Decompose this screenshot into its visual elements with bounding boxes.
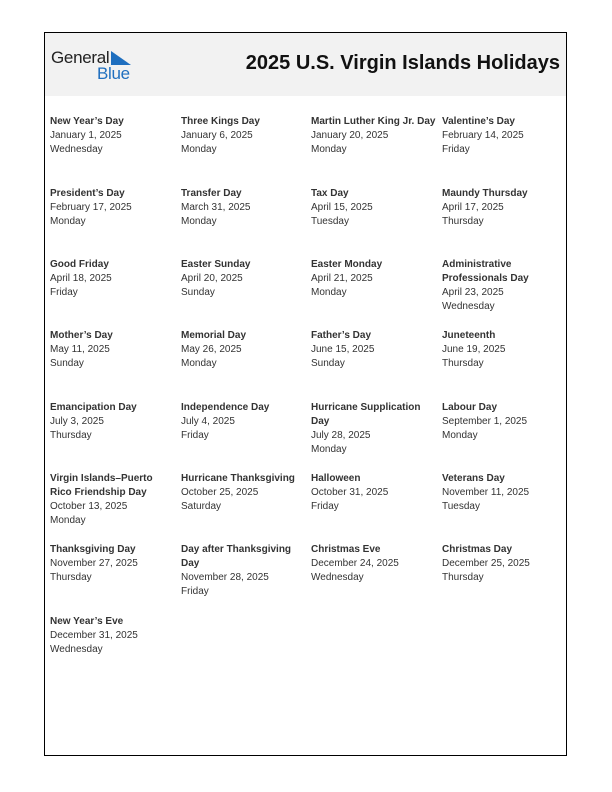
holiday-name: Thanksgiving Day [50,544,136,555]
holiday-weekday: Wednesday [50,644,103,655]
holiday-name: Father’s Day [311,330,372,341]
holiday-date: January 1, 2025 [50,130,122,141]
holiday-weekday: Thursday [442,216,484,227]
holiday-name: Independence Day [181,402,270,413]
holiday-item [442,401,567,443]
holiday-weekday: Monday [311,287,347,298]
holiday-name: Tax Day [311,188,349,199]
holiday-name: Administrative Professionals Day [442,259,529,284]
holiday-item [181,115,306,157]
holiday-weekday: Wednesday [50,144,103,155]
holiday-date: November 28, 2025 [181,572,269,583]
holiday-date: January 6, 2025 [181,130,253,141]
holiday-name: New Year’s Eve [50,616,124,627]
holiday-date: May 11, 2025 [50,344,110,355]
holiday-item [311,187,436,229]
holiday-name: Good Friday [50,259,109,270]
holiday-weekday: Monday [181,216,217,227]
holiday-item [442,115,567,157]
holiday-name: Transfer Day [181,188,242,199]
holiday-weekday: Friday [181,586,209,597]
holiday-weekday: Tuesday [311,216,349,227]
holiday-date: December 25, 2025 [442,558,530,569]
holiday-item [50,115,175,157]
holiday-item [181,258,306,300]
holiday-weekday: Monday [181,358,217,369]
holiday-item [181,329,306,371]
holiday-name: Martin Luther King Jr. Day [311,116,436,127]
holiday-item [311,472,436,514]
holiday-name: Mother’s Day [50,330,113,341]
holiday-item [50,615,175,657]
holiday-date: February 14, 2025 [442,130,524,141]
holiday-item [442,258,567,314]
holiday-item [311,115,436,157]
holiday-item [442,472,567,514]
holiday-item [442,543,567,585]
holiday-weekday: Monday [181,144,217,155]
holiday-name: Christmas Eve [311,544,381,555]
holiday-name: Easter Monday [311,259,383,270]
holiday-weekday: Tuesday [442,501,480,512]
holiday-item [442,187,567,229]
header [45,33,566,96]
holiday-date: April 20, 2025 [181,273,243,284]
holiday-item [181,472,306,514]
holiday-item [442,329,567,371]
holiday-name: Hurricane Supplication Day [311,402,421,427]
holiday-name: President’s Day [50,188,125,199]
brand-logo [51,48,141,84]
holiday-date: September 1, 2025 [442,416,528,427]
holiday-item [181,401,306,443]
logo-flag-icon [111,51,131,65]
holiday-date: May 26, 2025 [181,344,242,355]
holiday-weekday: Sunday [181,287,215,298]
holiday-item [50,187,175,229]
holiday-date: April 17, 2025 [442,202,504,213]
holiday-item [50,472,175,528]
holiday-weekday: Monday [442,430,478,441]
holiday-date: December 24, 2025 [311,558,399,569]
holiday-date: June 15, 2025 [311,344,375,355]
holiday-weekday: Thursday [442,358,484,369]
holiday-date: April 21, 2025 [311,273,373,284]
holiday-item [50,401,175,443]
holiday-item [181,187,306,229]
holiday-date: October 25, 2025 [181,487,259,498]
holiday-date: January 20, 2025 [311,130,389,141]
holiday-item [311,543,436,585]
holiday-weekday: Friday [181,430,209,441]
holiday-name: Day after Thanksgiving Day [181,544,292,569]
holiday-date: July 3, 2025 [50,416,104,427]
holiday-name: Labour Day [442,402,498,413]
page-title: 2025 U.S. Virgin Islands Holidays [245,52,560,74]
holiday-item [311,329,436,371]
holiday-date: November 27, 2025 [50,558,138,569]
holiday-weekday: Wednesday [442,301,495,312]
holiday-date: April 23, 2025 [442,287,504,298]
holiday-name: Maundy Thursday [442,188,528,199]
holiday-date: April 18, 2025 [50,273,112,284]
holiday-date: July 4, 2025 [181,416,235,427]
holiday-name: Memorial Day [181,330,247,341]
holiday-weekday: Friday [311,501,339,512]
holiday-name: Valentine’s Day [442,116,515,127]
holiday-item [50,543,175,585]
holiday-name: Christmas Day [442,544,513,555]
holiday-date: March 31, 2025 [181,202,251,213]
holiday-name: Easter Sunday [181,259,251,270]
holiday-weekday: Monday [50,515,86,526]
holiday-name: New Year’s Day [50,116,124,127]
holiday-item [311,401,436,457]
holiday-item [311,258,436,300]
holiday-weekday: Thursday [442,572,484,583]
holiday-weekday: Monday [50,216,86,227]
holiday-date: October 31, 2025 [311,487,389,498]
holiday-name: Emancipation Day [50,402,137,413]
holiday-date: February 17, 2025 [50,202,132,213]
holiday-weekday: Thursday [50,572,92,583]
holiday-name: Three Kings Day [181,116,260,127]
brand-word-general: General [51,48,110,67]
brand-word-blue: Blue [97,64,130,83]
holiday-date: April 15, 2025 [311,202,373,213]
holiday-weekday: Friday [442,144,470,155]
holiday-item [50,329,175,371]
holiday-name: Juneteenth [442,330,496,341]
holiday-weekday: Sunday [311,358,345,369]
holiday-weekday: Monday [311,444,347,455]
holiday-date: November 11, 2025 [442,487,530,498]
holiday-name: Virgin Islands–Puerto Rico Friendship Day [50,473,153,498]
holiday-name: Hurricane Thanksgiving [181,473,295,484]
holiday-date: December 31, 2025 [50,630,138,641]
page-frame [44,32,567,756]
holiday-item [50,258,175,300]
holiday-weekday: Friday [50,287,78,298]
holiday-weekday: Monday [311,144,347,155]
holiday-name: Veterans Day [442,473,505,484]
holiday-weekday: Thursday [50,430,92,441]
holiday-date: July 28, 2025 [311,430,371,441]
holiday-weekday: Saturday [181,501,222,512]
holiday-weekday: Sunday [50,358,84,369]
holiday-date: June 19, 2025 [442,344,506,355]
holiday-date: October 13, 2025 [50,501,128,512]
holiday-name: Halloween [311,473,361,484]
holiday-weekday: Wednesday [311,572,364,583]
holiday-item [181,543,306,599]
